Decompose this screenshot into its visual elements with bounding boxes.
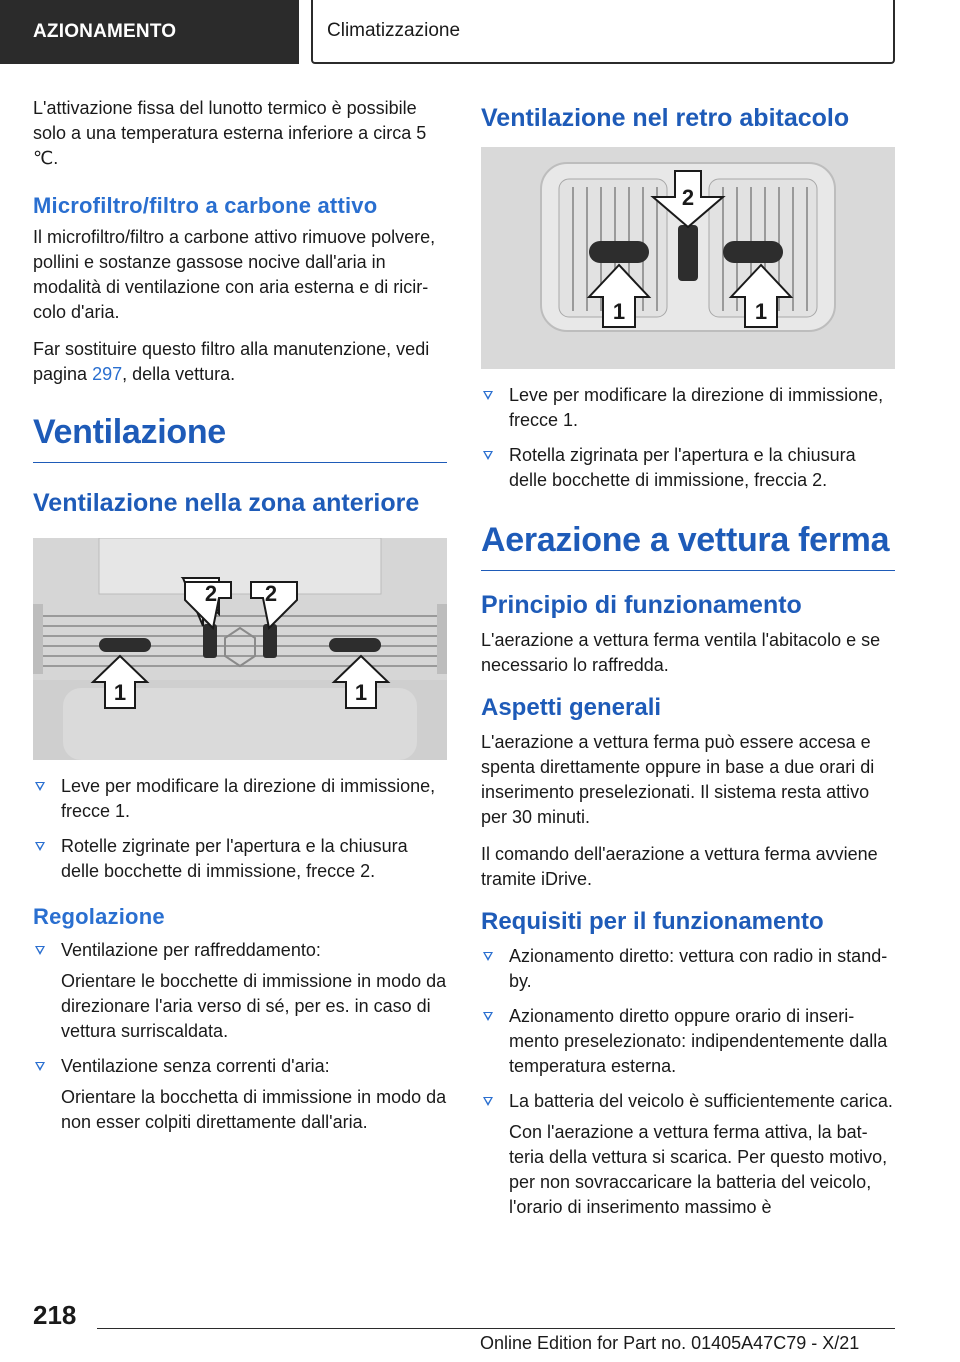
page-number: 218 — [33, 1300, 77, 1330]
bullet-triangle-icon — [35, 842, 45, 851]
list-item — [481, 383, 895, 433]
principle-paragraph: L'aerazione a vettura ferma ventila l'abitacolo e se necessario lo raffredda. — [481, 630, 881, 675]
microfilter-maintenance-paragraph — [33, 337, 447, 387]
bullet-text: Rotelle zigrinate per l'apertura e la chiusura delle bocchette di immissione, frecce 2. — [61, 836, 408, 881]
bullet-detail: Con l'aerazione a vettura ferma attiva, la batteria della vettura si scarica. Per questo motivo, per non sovraccaricare la batteria del veicolo, l'orario di inserimento massimo è — [509, 1122, 888, 1217]
list-item — [33, 834, 447, 884]
chapter-title: Climatizzazione — [311, 0, 895, 64]
list-item — [481, 443, 895, 493]
bullet-text: Azionamento diretto: vettura con radio in stand-by. — [509, 946, 888, 991]
list-item — [33, 1054, 447, 1135]
requirements-list — [481, 944, 895, 1220]
bullet-text: Rotella zigrinata per l'apertura e la chiusura delle bocchette di immissione, freccia 2. — [509, 445, 856, 490]
front-vents-figure — [33, 538, 447, 760]
regulation-list — [33, 938, 447, 1135]
footer-divider — [97, 1328, 895, 1329]
section-tab: AZIONAMENTO — [0, 0, 299, 64]
front-ventilation-heading: Ventilazione nella zona anteriore — [33, 489, 420, 517]
bullet-triangle-icon — [35, 946, 45, 955]
list-item — [481, 944, 895, 994]
list-item — [33, 774, 447, 824]
rear-vents-illustration — [481, 147, 895, 369]
ventilation-heading: Ventilazione — [33, 413, 447, 463]
intro-paragraph: L'attivazione fissa del lunotto termico è possibile solo a una temperatura esterna inferiore a circa 5 ℃. — [33, 98, 427, 168]
rear-arrow-label-2: 2 — [681, 185, 695, 210]
regulation-heading: Regolazione — [33, 904, 165, 929]
bullet-text: La batteria del veicolo è sufficientemente carica. — [509, 1091, 893, 1111]
front-arrow-label-1b: 1 — [354, 680, 368, 705]
requirements-heading: Requisiti per il funzionamento — [481, 908, 824, 935]
rear-arrow-label-1a: 1 — [612, 299, 626, 324]
bullet-triangle-icon — [35, 782, 45, 791]
rear-arrow-label-1b: 1 — [754, 299, 768, 324]
microfilter-paragraph: Il microfiltro/filtro a carbone attivo rimuove polvere, pollini e sostanze gassose nocive dall'aria in modalità di ventilazione con aria esterna e di ricircolo d'aria. — [33, 227, 436, 322]
maintenance-text: Far sostituire questo filtro alla manutenzione, vedi pagina — [33, 339, 430, 384]
bullet-triangle-icon — [35, 1062, 45, 1071]
bullet-triangle-icon — [483, 1097, 493, 1106]
list-item — [481, 1089, 895, 1220]
microfilter-heading: Microfiltro/filtro a carbone attivo — [33, 193, 378, 218]
general-paragraph-2: Il comando dell'aerazione a vettura ferma avviene tramite iDrive. — [481, 844, 878, 889]
page-297-link[interactable]: 297 — [92, 364, 123, 384]
bullet-title: Ventilazione per raffreddamento: — [61, 940, 321, 960]
bullet-triangle-icon — [483, 391, 493, 400]
rear-vents-figure — [481, 147, 895, 369]
bullet-detail: Orientare le bocchette di immissione in modo da direzionare l'aria verso di sé, per es. in caso di vettura surriscaldata. — [61, 971, 447, 1041]
general-heading: Aspetti generali — [481, 694, 662, 721]
left-column — [33, 96, 447, 1145]
bullet-text: Azionamento diretto oppure orario di inserimento preselezionato: indipendentemente dalla temperatura esterna. — [509, 1006, 888, 1076]
bullet-text: Leve per modificare la direzione di immissione, frecce 1. — [509, 385, 884, 430]
front-bullets — [33, 774, 447, 884]
parked-ventilation-heading: Aerazione a vettura ferma — [481, 521, 895, 571]
bullet-detail: Orientare la bocchetta di immissione in modo da non esser colpiti direttamente dall'aria. — [61, 1087, 447, 1132]
list-item — [481, 1004, 895, 1079]
bullet-title: Ventilazione senza correnti d'aria: — [61, 1056, 330, 1076]
front-vents-illustration — [33, 538, 447, 760]
maintenance-text-end: , della vettura. — [122, 364, 236, 384]
front-arrow-label-1a: 1 — [113, 680, 127, 705]
front-arrow-label-2a: 2 — [204, 581, 218, 606]
front-arrow-label-2b: 2 — [264, 581, 278, 606]
bullet-text: Leve per modificare la direzione di immissione, frecce 1. — [61, 776, 436, 821]
list-item — [33, 938, 447, 1044]
general-paragraph-1: L'aerazione a vettura ferma può essere accesa e spenta direttamente oppure in base a due orari di inserimento preselezionati. Il sistema resta attivo per 30 minuti. — [481, 732, 875, 827]
bullet-triangle-icon — [483, 451, 493, 460]
bullet-triangle-icon — [483, 1012, 493, 1021]
edition-note: Online Edition for Part no. 01405A47C79 - X/21 — [480, 1333, 860, 1353]
rear-bullets — [481, 383, 895, 493]
bullet-triangle-icon — [483, 952, 493, 961]
rear-ventilation-heading: Ventilazione nel retro abitacolo — [481, 104, 850, 132]
principle-heading: Principio di funzionamento — [481, 591, 802, 619]
right-column — [481, 100, 895, 1230]
